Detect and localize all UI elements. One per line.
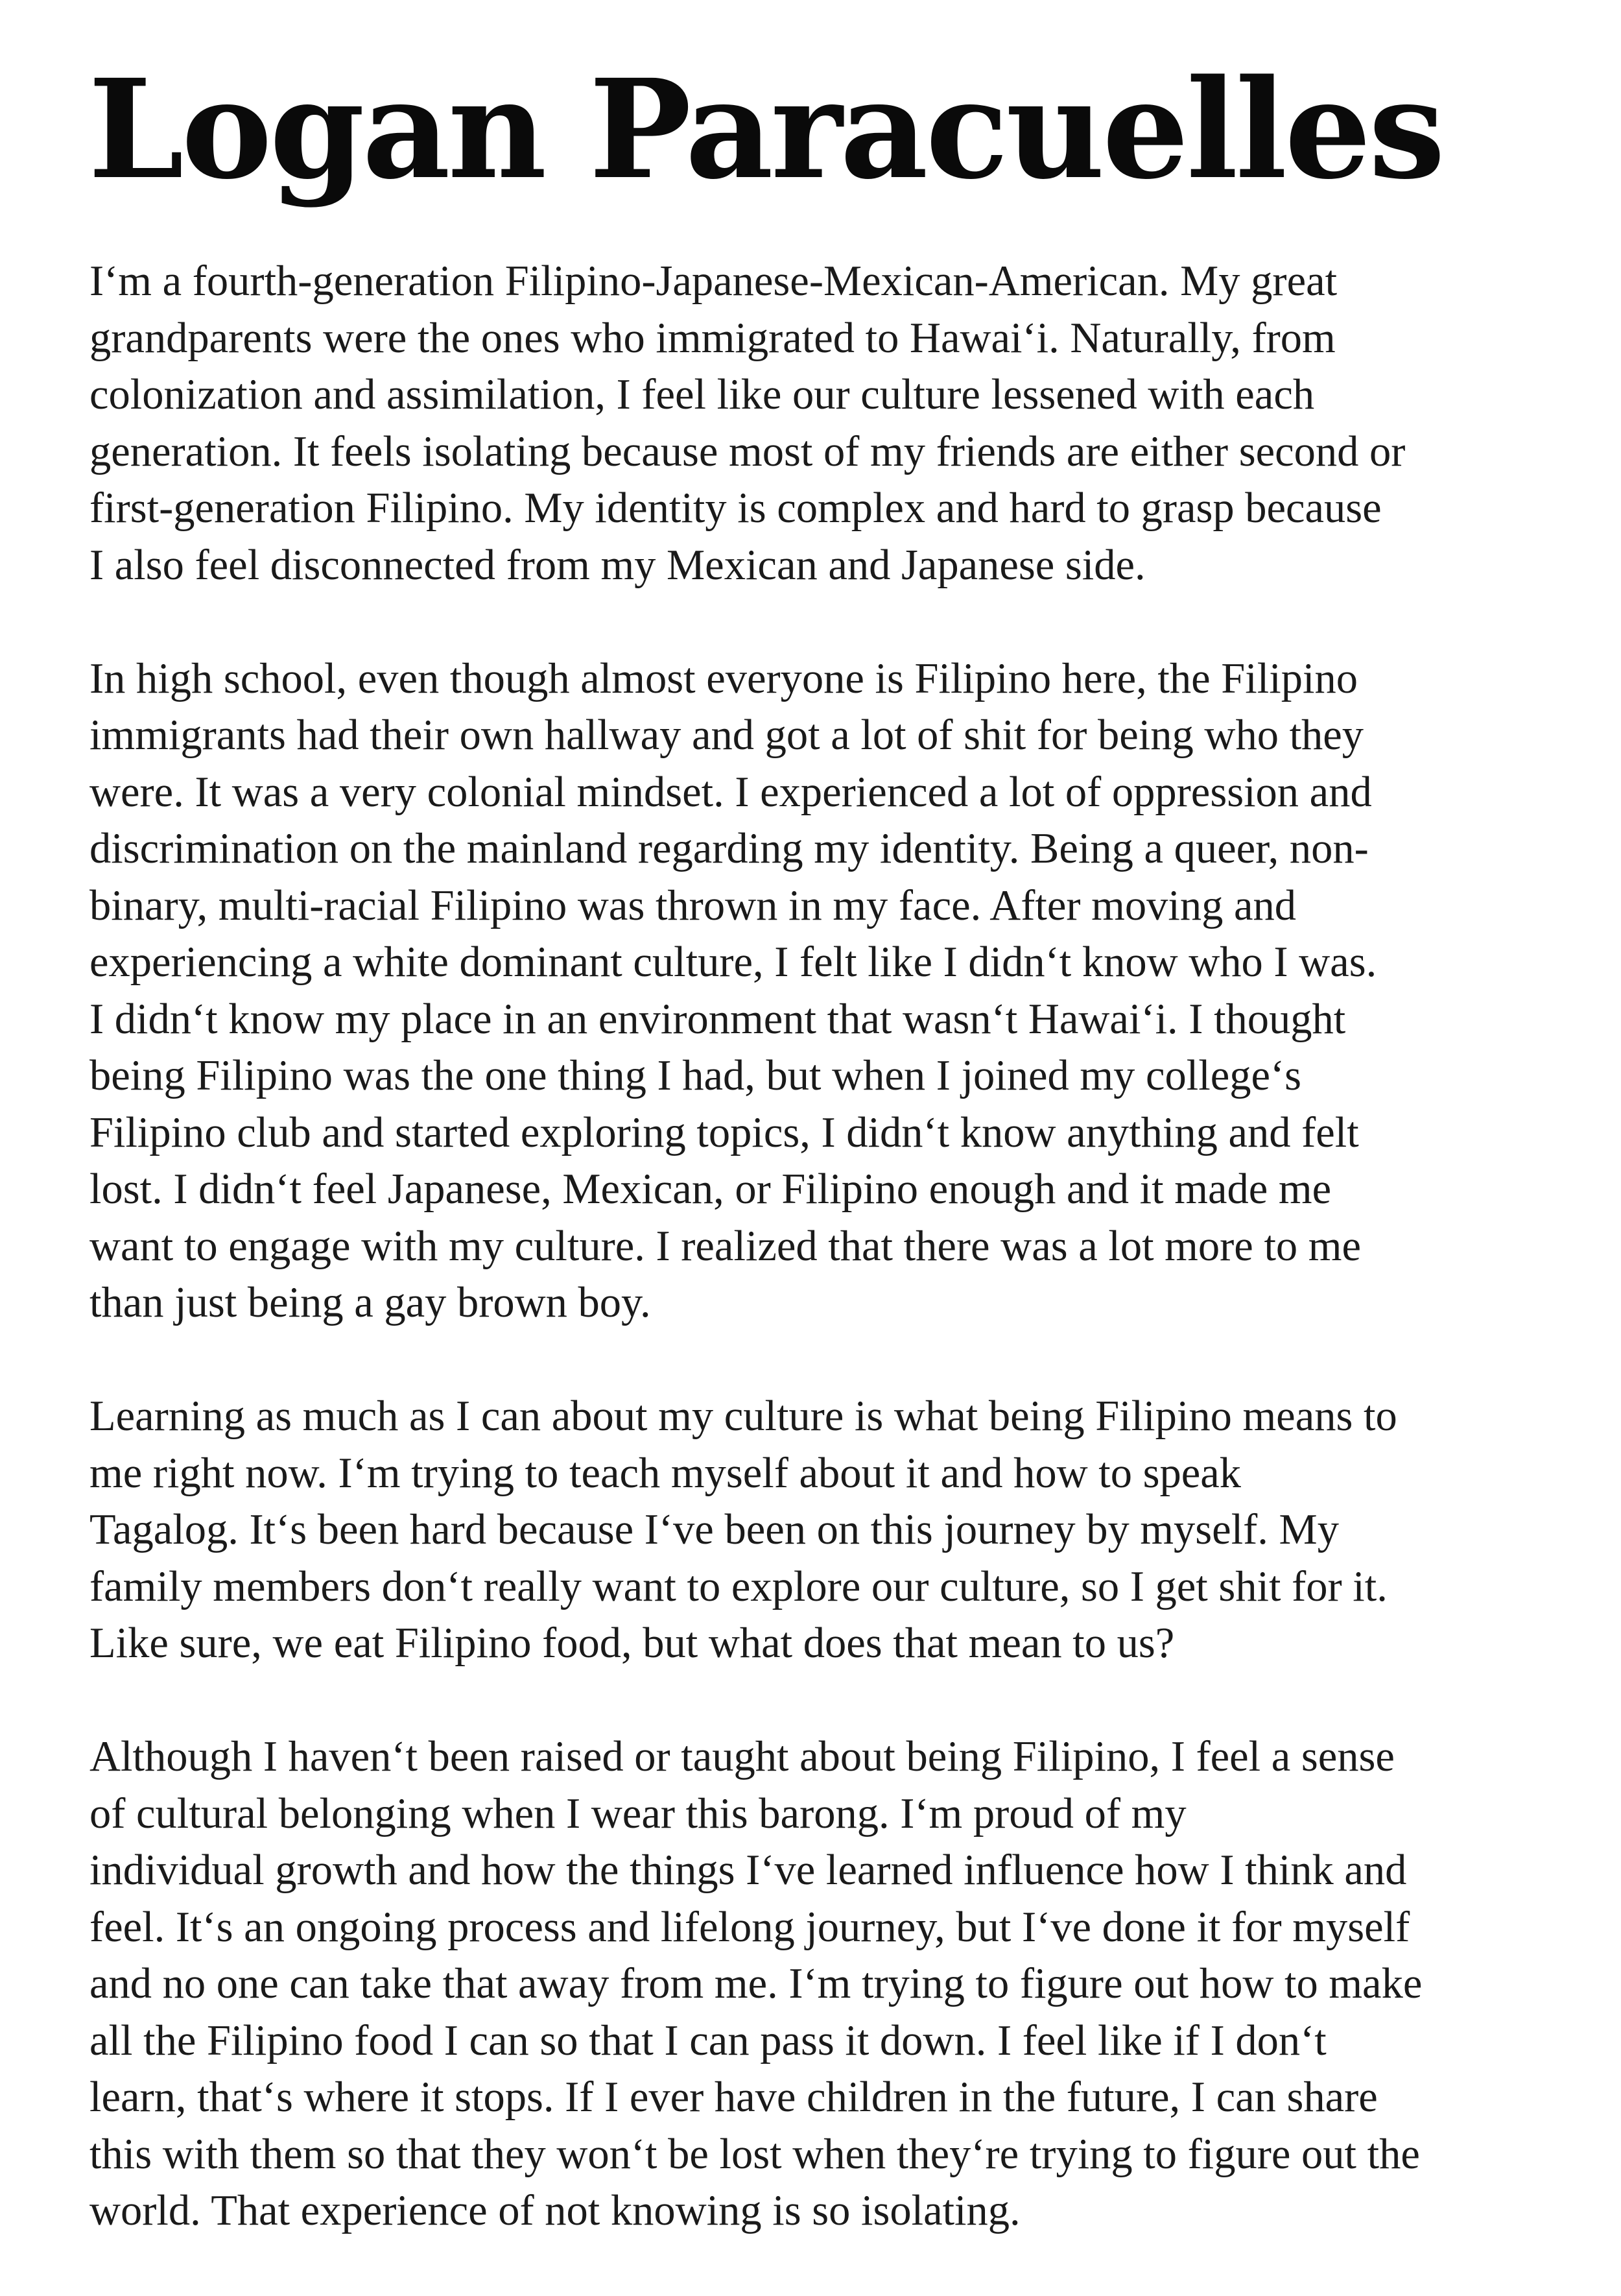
text-line: this with them so that they won‘t be lost when they‘re trying to figure out the [89, 2130, 1420, 2178]
text-line: Tagalog. It‘s been hard because I‘ve been on this journey by myself. My [89, 1506, 1339, 1553]
text-line: experiencing a white dominant culture, I felt like I didn‘t know who I was. [89, 939, 1377, 986]
paragraph-2 [89, 651, 1542, 1332]
text-line: In high school, even though almost everyone is Filipino here, the Filipino [89, 654, 1358, 702]
article-body [89, 253, 1542, 2296]
page-title: Logan Paracuelles [88, 49, 1443, 209]
text-line: individual growth and how the things I‘ve learned influence how I think and [89, 1847, 1407, 1894]
text-line: all the Filipino food I can so that I can pass it down. I feel like if I don‘t [89, 2016, 1327, 2064]
text-line: I didn‘t know my place in an environment that wasn‘t Hawai‘i. I thought [89, 995, 1346, 1043]
text-line: first-generation Filipino. My identity is complex and hard to grasp because [89, 484, 1382, 532]
text-line: and no one can take that away from me. I‘m trying to figure out how to make [89, 1960, 1423, 2007]
text-line: of cultural belonging when I wear this barong. I‘m proud of my [89, 1789, 1187, 1837]
text-line: I also feel disconnected from my Mexican and Japanese side. [89, 541, 1146, 589]
text-line: feel. It‘s an ongoing process and lifelong journey, but I‘ve done it for myself [89, 1903, 1410, 1951]
text-line: Like sure, we eat Filipino food, but what does that mean to us? [89, 1620, 1175, 1667]
text-line: Learning as much as I can about my culture is what being Filipino means to [89, 1393, 1397, 1440]
text-line: family members don‘t really want to explore our culture, so I get shit for it. [89, 1562, 1388, 1610]
text-line: being Filipino was the one thing I had, but when I joined my college‘s [89, 1052, 1302, 1099]
text-line: want to engage with my culture. I realized that there was a lot more to me [89, 1222, 1362, 1270]
text-line: discrimination on the mainland regarding my identity. Being a queer, non- [89, 825, 1369, 872]
text-line: Filipino club and started exploring topics, I didn‘t know anything and felt [89, 1108, 1359, 1156]
paragraph-3 [89, 1388, 1542, 1672]
text-line: Although I haven‘t been raised or taught about being Filipino, I feel a sense [89, 1733, 1395, 1780]
text-line: than just being a gay brown boy. [89, 1279, 651, 1326]
text-line: lost. I didn‘t feel Japanese, Mexican, or Filipino enough and it made me [89, 1166, 1332, 1213]
text-line: binary, multi-racial Filipino was thrown in my face. After moving and [89, 881, 1296, 929]
text-line: were. It was a very colonial mindset. I experienced a lot of oppression and [89, 768, 1372, 816]
text-line: me right now. I‘m trying to teach myself about it and how to speak [89, 1449, 1242, 1497]
paragraph-4 [89, 1728, 1542, 2240]
text-line: I‘m a fourth-generation Filipino-Japanese-Mexican-American. My great [89, 257, 1338, 305]
text-line: grandparents were the ones who immigrated to Hawai‘i. Naturally, from [89, 314, 1336, 362]
text-line: learn, that‘s where it stops. If I ever have children in the future, I can share [89, 2074, 1378, 2121]
text-line: colonization and assimilation, I feel like our culture lessened with each [89, 371, 1315, 418]
text-line: world. That experience of not knowing is so isolating. [89, 2187, 1021, 2234]
paragraph-1 [89, 253, 1542, 593]
text-line: generation. It feels isolating because most of my friends are either second or [89, 427, 1406, 475]
text-line: immigrants had their own hallway and got a lot of shit for being who they [89, 712, 1364, 759]
